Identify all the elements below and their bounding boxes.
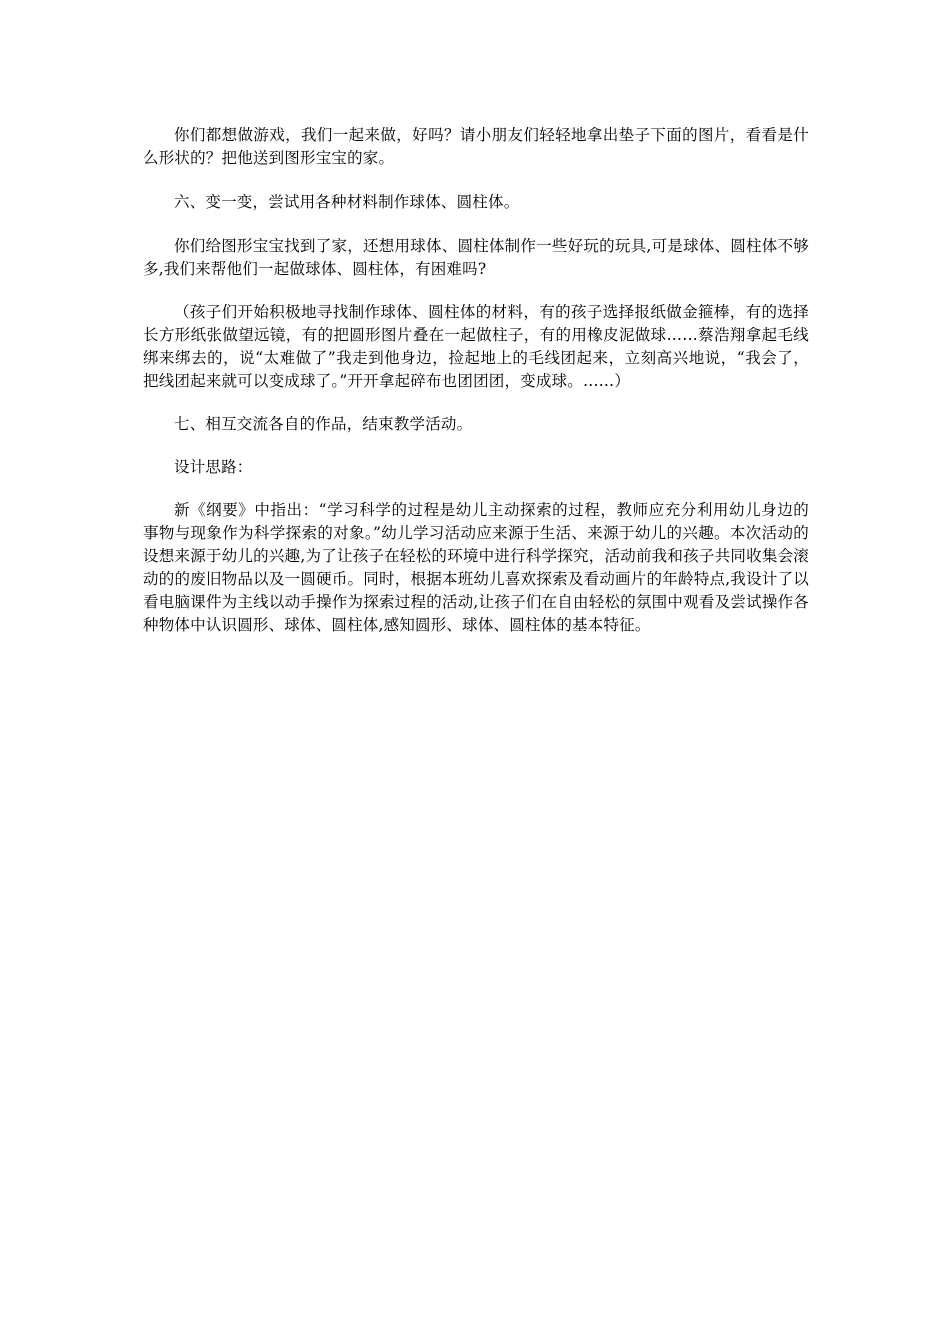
paragraph-design-heading: 设计思路： [174,458,253,476]
paragraph-game-instructions: 你们都想做游戏，我们一起来做，好吗？请小朋友们轻轻地拿出垫子下面的图片，看看是什么形状的？把他送到图形宝宝的家。 [143,126,809,167]
paragraph-make-toys: 你们给图形宝宝找到了家，还想用球体、圆柱体制作一些好玩的玩具,可是球体、圆柱体不够多,我们来帮他们一起做球体、圆柱体，有困难吗? [143,237,809,278]
paragraph-step-six-heading: 六、变一变，尝试用各种材料制作球体、圆柱体。 [174,193,520,211]
paragraph-children-activity: （孩子们开始积极地寻找制作球体、圆柱体的材料，有的孩子选择报纸做金箍棒，有的选择长方形纸张做望远镜，有的把圆形图片叠在一起做柱子，有的用橡皮泥做球……蔡浩翔拿起毛线绑来绑去的，说“太难做了”我走到他身边，捡起地上的毛线团起来，立刻高兴地说，“我会了，把线团起来就可以变成球了。”开开拿起碎布也团团团，变成球。……） [143,303,809,390]
paragraph-step-seven-heading: 七、相互交流各自的作品，结束教学活动。 [174,415,473,433]
paragraph-design-rationale: 新《纲要》中指出：“学习科学的过程是幼儿主动探索的过程，教师应充分利用幼儿身边的事物与现象作为科学探索的对象。”幼儿学习活动应来源于生活、来源于幼儿的兴趣。本次活动的设想来源于幼儿的兴趣,为了让孩子在轻松的环境中进行科学探究，活动前我和孩子共同收集会滚动的的废旧物品以及一圆硬币。同时，根据本班幼儿喜欢探索及看动画片的年龄特点,我设计了以看电脑课件为主线以动手操作为探索过程的活动,让孩子们在自由轻松的氛围中观看及尝试操作各种物体中认识圆形、球体、圆柱体,感知圆形、球体、圆柱体的基本特征。 [143,501,809,634]
document-body [143,124,809,637]
